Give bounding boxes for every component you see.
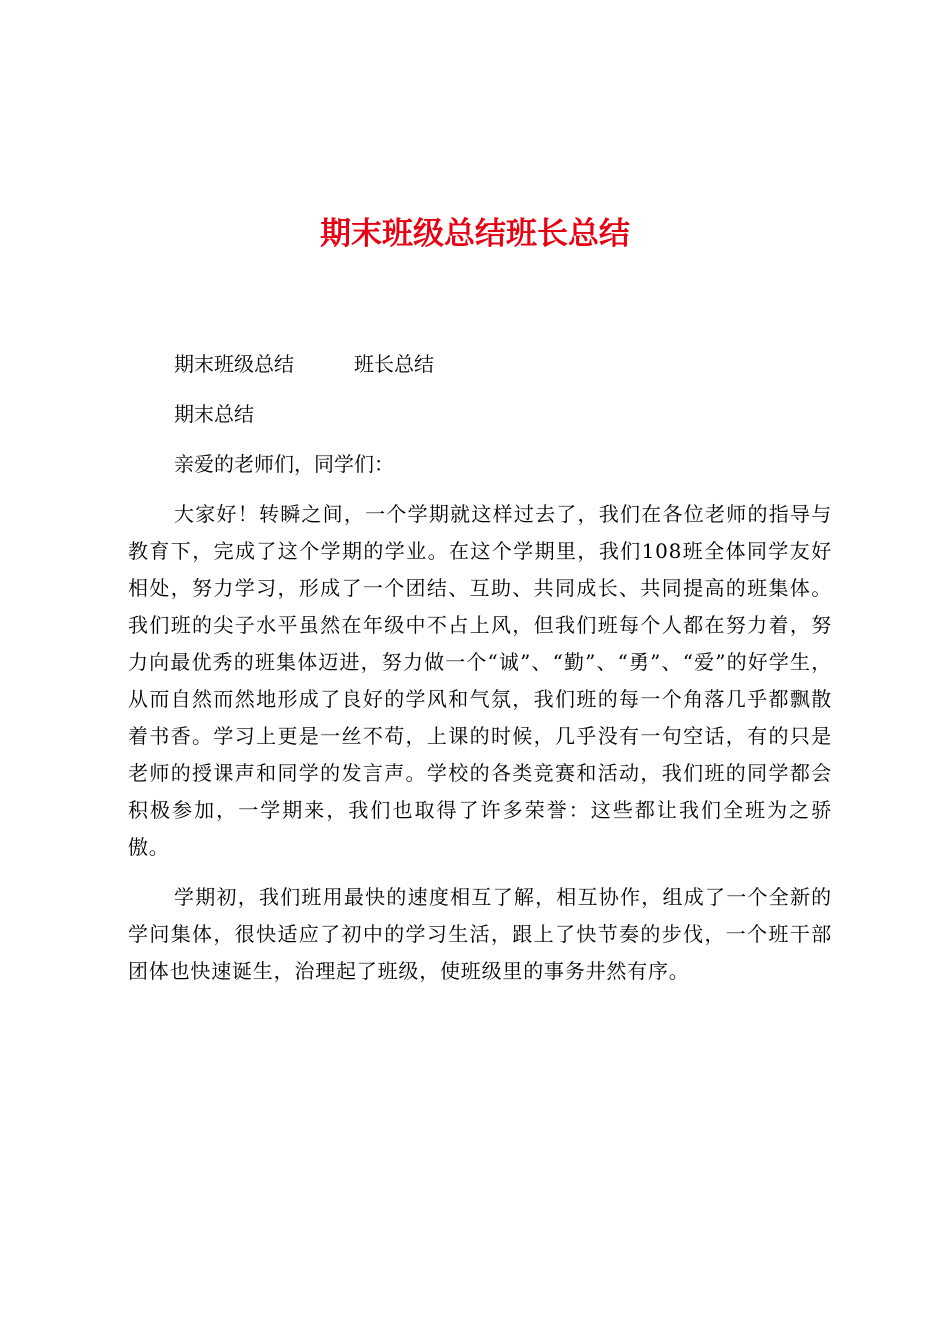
body-paragraph: 大家好！转瞬之间，一个学期就这样过去了，我们在各位老师的指导与教育下，完成了这个学期的学业。在这个学期里，我们108班全体同学友好相处，努力学习，形成了一个团结、互助、共同成长、共同提高的班集体。我们班的尖子水平虽然在年级中不占上风，但我们班每个人都在努力着，努力向最优秀的班集体迈进，努力做一个“诚”、“勤”、“勇”、“爱”的好学生，从而自然而然地形成了良好的学风和气氛，我们班的每一个角落几乎都飘散着书香。学习上更是一丝不苟，上课的时候，几乎没有一句空话，有的只是老师的授课声和同学的发言声。学校的各类竞赛和活动，我们班的同学都会积极参加，一学期来，我们也取得了许多荣誉：这些都让我们全班为之骄傲。 <box>128 502 832 859</box>
body-paragraph: 学期初，我们班用最快的速度相互了解，相互协作，组成了一个全新的学问集体，很快适应了初中的学习生活，跟上了快节奏的步伐，一个班干部团体也快速诞生，治理起了班级，使班级里的事务井然有序。 <box>128 885 832 983</box>
document-body <box>128 346 832 1003</box>
subtitle-line: 期末班级总结 班长总结 <box>174 352 434 376</box>
document-title: 期末班级总结班长总结 <box>320 216 630 252</box>
greeting: 亲爱的老师们，同学们： <box>174 452 394 476</box>
section-label: 期末总结 <box>174 402 254 426</box>
